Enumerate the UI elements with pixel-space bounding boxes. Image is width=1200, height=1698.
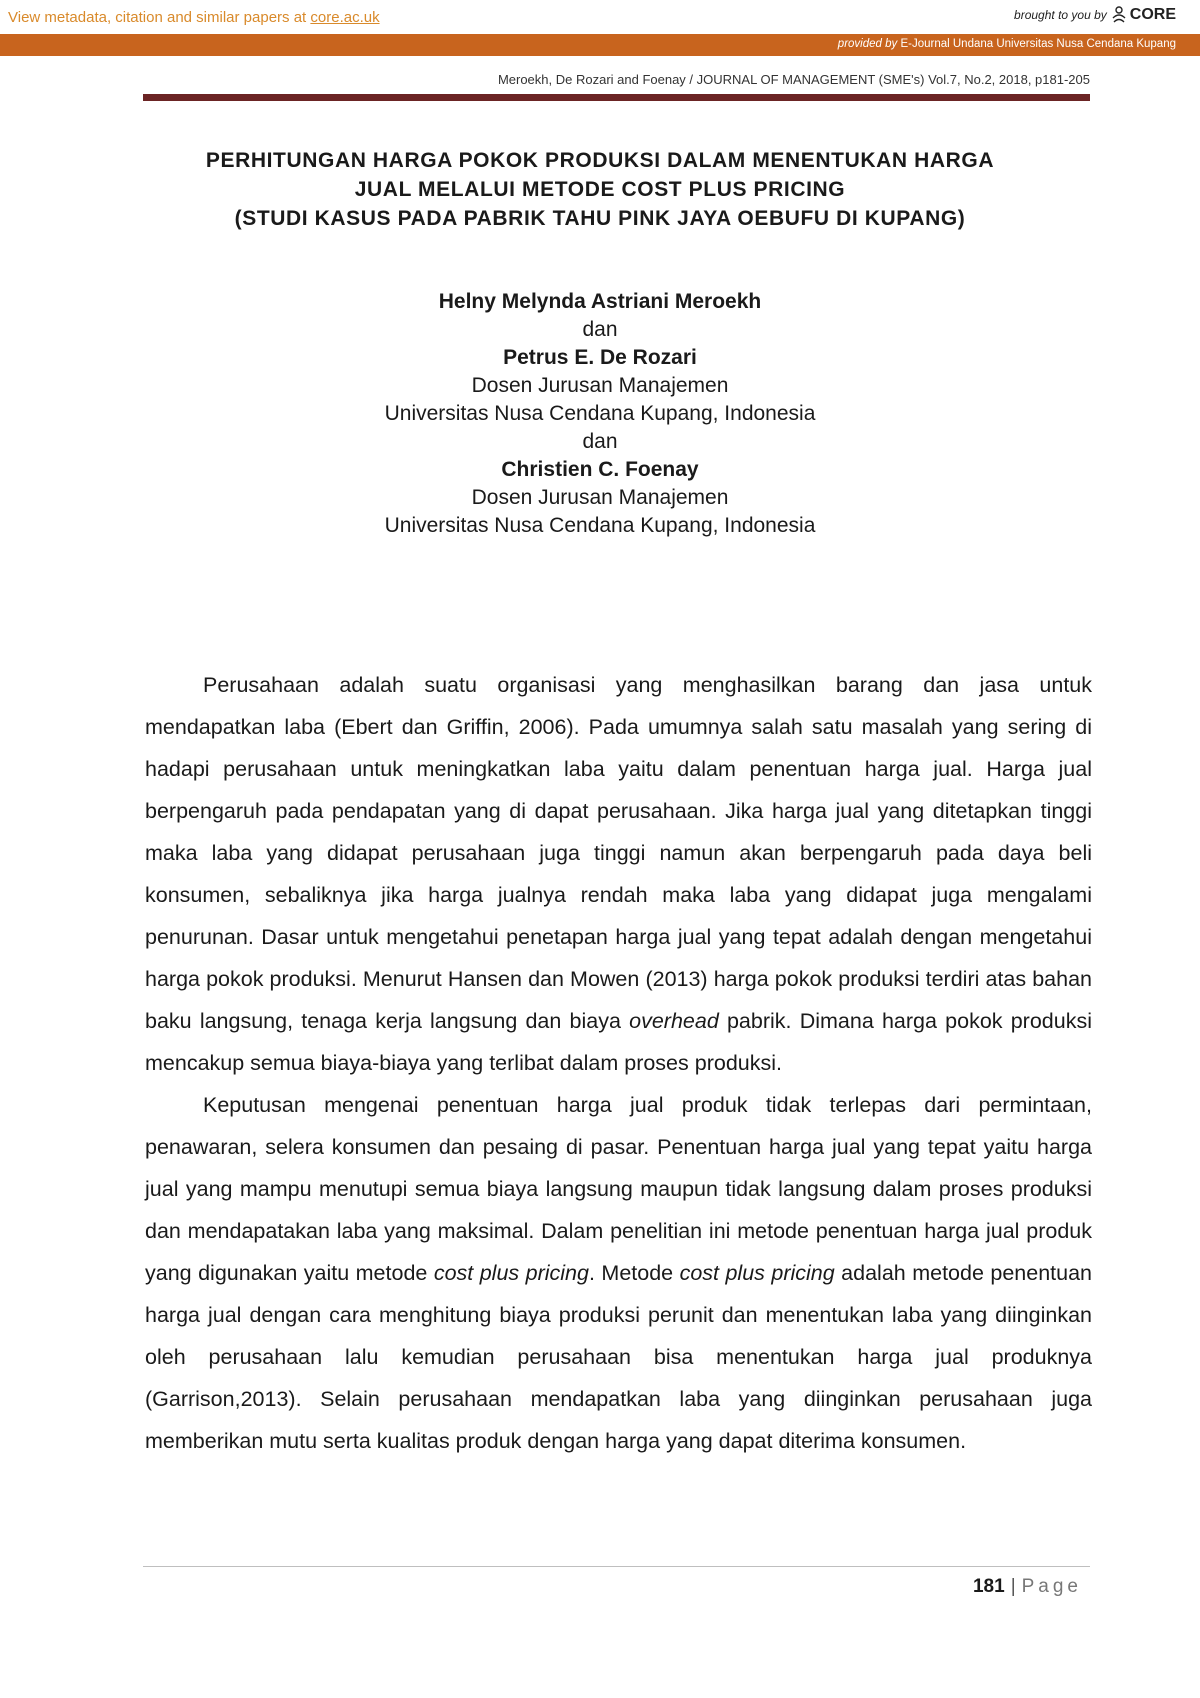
- brought-by-label: brought to you by: [1014, 8, 1107, 22]
- title-line-2: JUAL MELALUI METODE COST PLUS PRICING: [354, 178, 846, 201]
- core-banner: [0, 0, 1200, 34]
- core-logo-text: CORE: [1129, 6, 1176, 23]
- author-affiliation-dept-3: Dosen Jurusan Manajemen: [471, 486, 729, 509]
- running-header: Meroekh, De Rozari and Foenay / JOURNAL OF MANAGEMENT (SME's) Vol.7, No.2, 2018, p181-205: [497, 72, 1090, 87]
- author-affiliation-dept-2: Dosen Jurusan Manajemen: [471, 374, 729, 397]
- core-logo: [1111, 6, 1176, 24]
- paragraph-2-text-a: Keputusan mengenai penentuan harga jual produk tidak terlepas dari permintaan, penawaran, selera konsumen dan pesaing di pasar. Penentuan harga jual yang tepat yaitu harga jual yang mampu menutupi semua biaya langsung maupun tidak langsung dalam proses produksi dan mendapatakan laba yang maksimal. Dalam penelitian ini metode penentuan harga jual produk yang digunakan yaitu metode: [145, 1093, 1092, 1285]
- body-text: [145, 664, 1092, 1462]
- paragraph-2-italic-1: cost plus pricing: [433, 1261, 589, 1285]
- paragraph-1-text-a: Perusahaan adalah suatu organisasi yang menghasilkan barang dan jasa untuk mendapatkan laba (Ebert dan Griffin, 2006). Pada umumnya salah satu masalah yang sering di hadapi perusahaan untuk meningkatkan laba yaitu dalam penentuan harga jual. Harga jual berpengaruh pada pendapatan yang di dapat perusahaan. Jika harga jual yang ditetapkan tinggi maka laba yang didapat perusahaan juga tinggi namun akan berpengaruh pada daya beli konsumen, sebaliknya jika harga jualnya rendah maka laba yang didapat juga mengalami penurunan. Dasar untuk mengetahui penetapan harga jual yang tepat adalah dengan mengetahui harga pokok produksi. Menurut Hansen dan Mowen (2013) harga pokok produksi terdiri atas bahan baku langsung, tenaga kerja langsung dan biaya: [145, 673, 1092, 1033]
- paragraph-1-text-b: pabrik. Dimana harga pokok produksi mencakup semua biaya-biaya yang terlibat dalam proses produksi.: [145, 1009, 1092, 1075]
- title-line-1: PERHITUNGAN HARGA POKOK PRODUKSI DALAM MENENTUKAN HARGA: [205, 149, 995, 172]
- core-brand[interactable]: [1014, 6, 1176, 24]
- author-block: [200, 288, 1000, 540]
- author-name-3: Christien C. Foenay: [501, 458, 699, 481]
- author-conjunction-1: dan: [582, 318, 618, 341]
- body-paragraph-1: [145, 664, 1092, 1084]
- provided-by-text: [838, 38, 1176, 50]
- paper-title: [100, 146, 1100, 233]
- page-footer: [973, 1576, 1082, 1598]
- provided-by-source: E-Journal Undana Universitas Nusa Cendana Kupang: [900, 38, 1176, 50]
- header-rule: [143, 94, 1090, 101]
- page-label: Page: [1021, 1576, 1082, 1597]
- provided-by-bar: [0, 34, 1200, 56]
- page-separator: |: [1010, 1576, 1016, 1597]
- core-meta-label: View metadata, citation and similar papers at: [8, 9, 311, 26]
- paragraph-2-italic-2: cost plus pricing: [679, 1261, 835, 1285]
- author-affiliation-univ-2: Universitas Nusa Cendana Kupang, Indonesia: [384, 402, 816, 425]
- core-logo-icon: [1111, 6, 1127, 24]
- page-number: 181: [972, 1576, 1005, 1597]
- body-paragraph-2: [145, 1084, 1092, 1462]
- title-line-3: (STUDI KASUS PADA PABRIK TAHU PINK JAYA OEBUFU DI KUPANG): [234, 207, 966, 230]
- paragraph-2-text-b: . Metode: [588, 1261, 680, 1285]
- paragraph-2-text-c: adalah metode penentuan harga jual dengan cara menghitung biaya produksi perunit dan menentukan laba yang diinginkan oleh perusahaan lalu kemudian perusahaan bisa menentukan harga jual produknya (Garrison,2013). Selain perusahaan mendapatkan laba yang diinginkan perusahaan juga memberikan mutu serta kualitas produk dengan harga yang dapat diterima konsumen.: [145, 1261, 1093, 1453]
- core-metadata-text: [8, 9, 380, 26]
- author-name-1: Helny Melynda Astriani Meroekh: [438, 290, 762, 313]
- provided-by-prefix: provided by: [837, 38, 898, 50]
- author-affiliation-univ-3: Universitas Nusa Cendana Kupang, Indonesia: [384, 514, 816, 537]
- footer-rule: [143, 1566, 1090, 1567]
- paragraph-1-italic: overhead: [629, 1009, 719, 1033]
- core-link[interactable]: core.ac.uk: [310, 9, 380, 26]
- author-name-2: Petrus E. De Rozari: [503, 346, 697, 369]
- author-conjunction-2: dan: [582, 430, 618, 453]
